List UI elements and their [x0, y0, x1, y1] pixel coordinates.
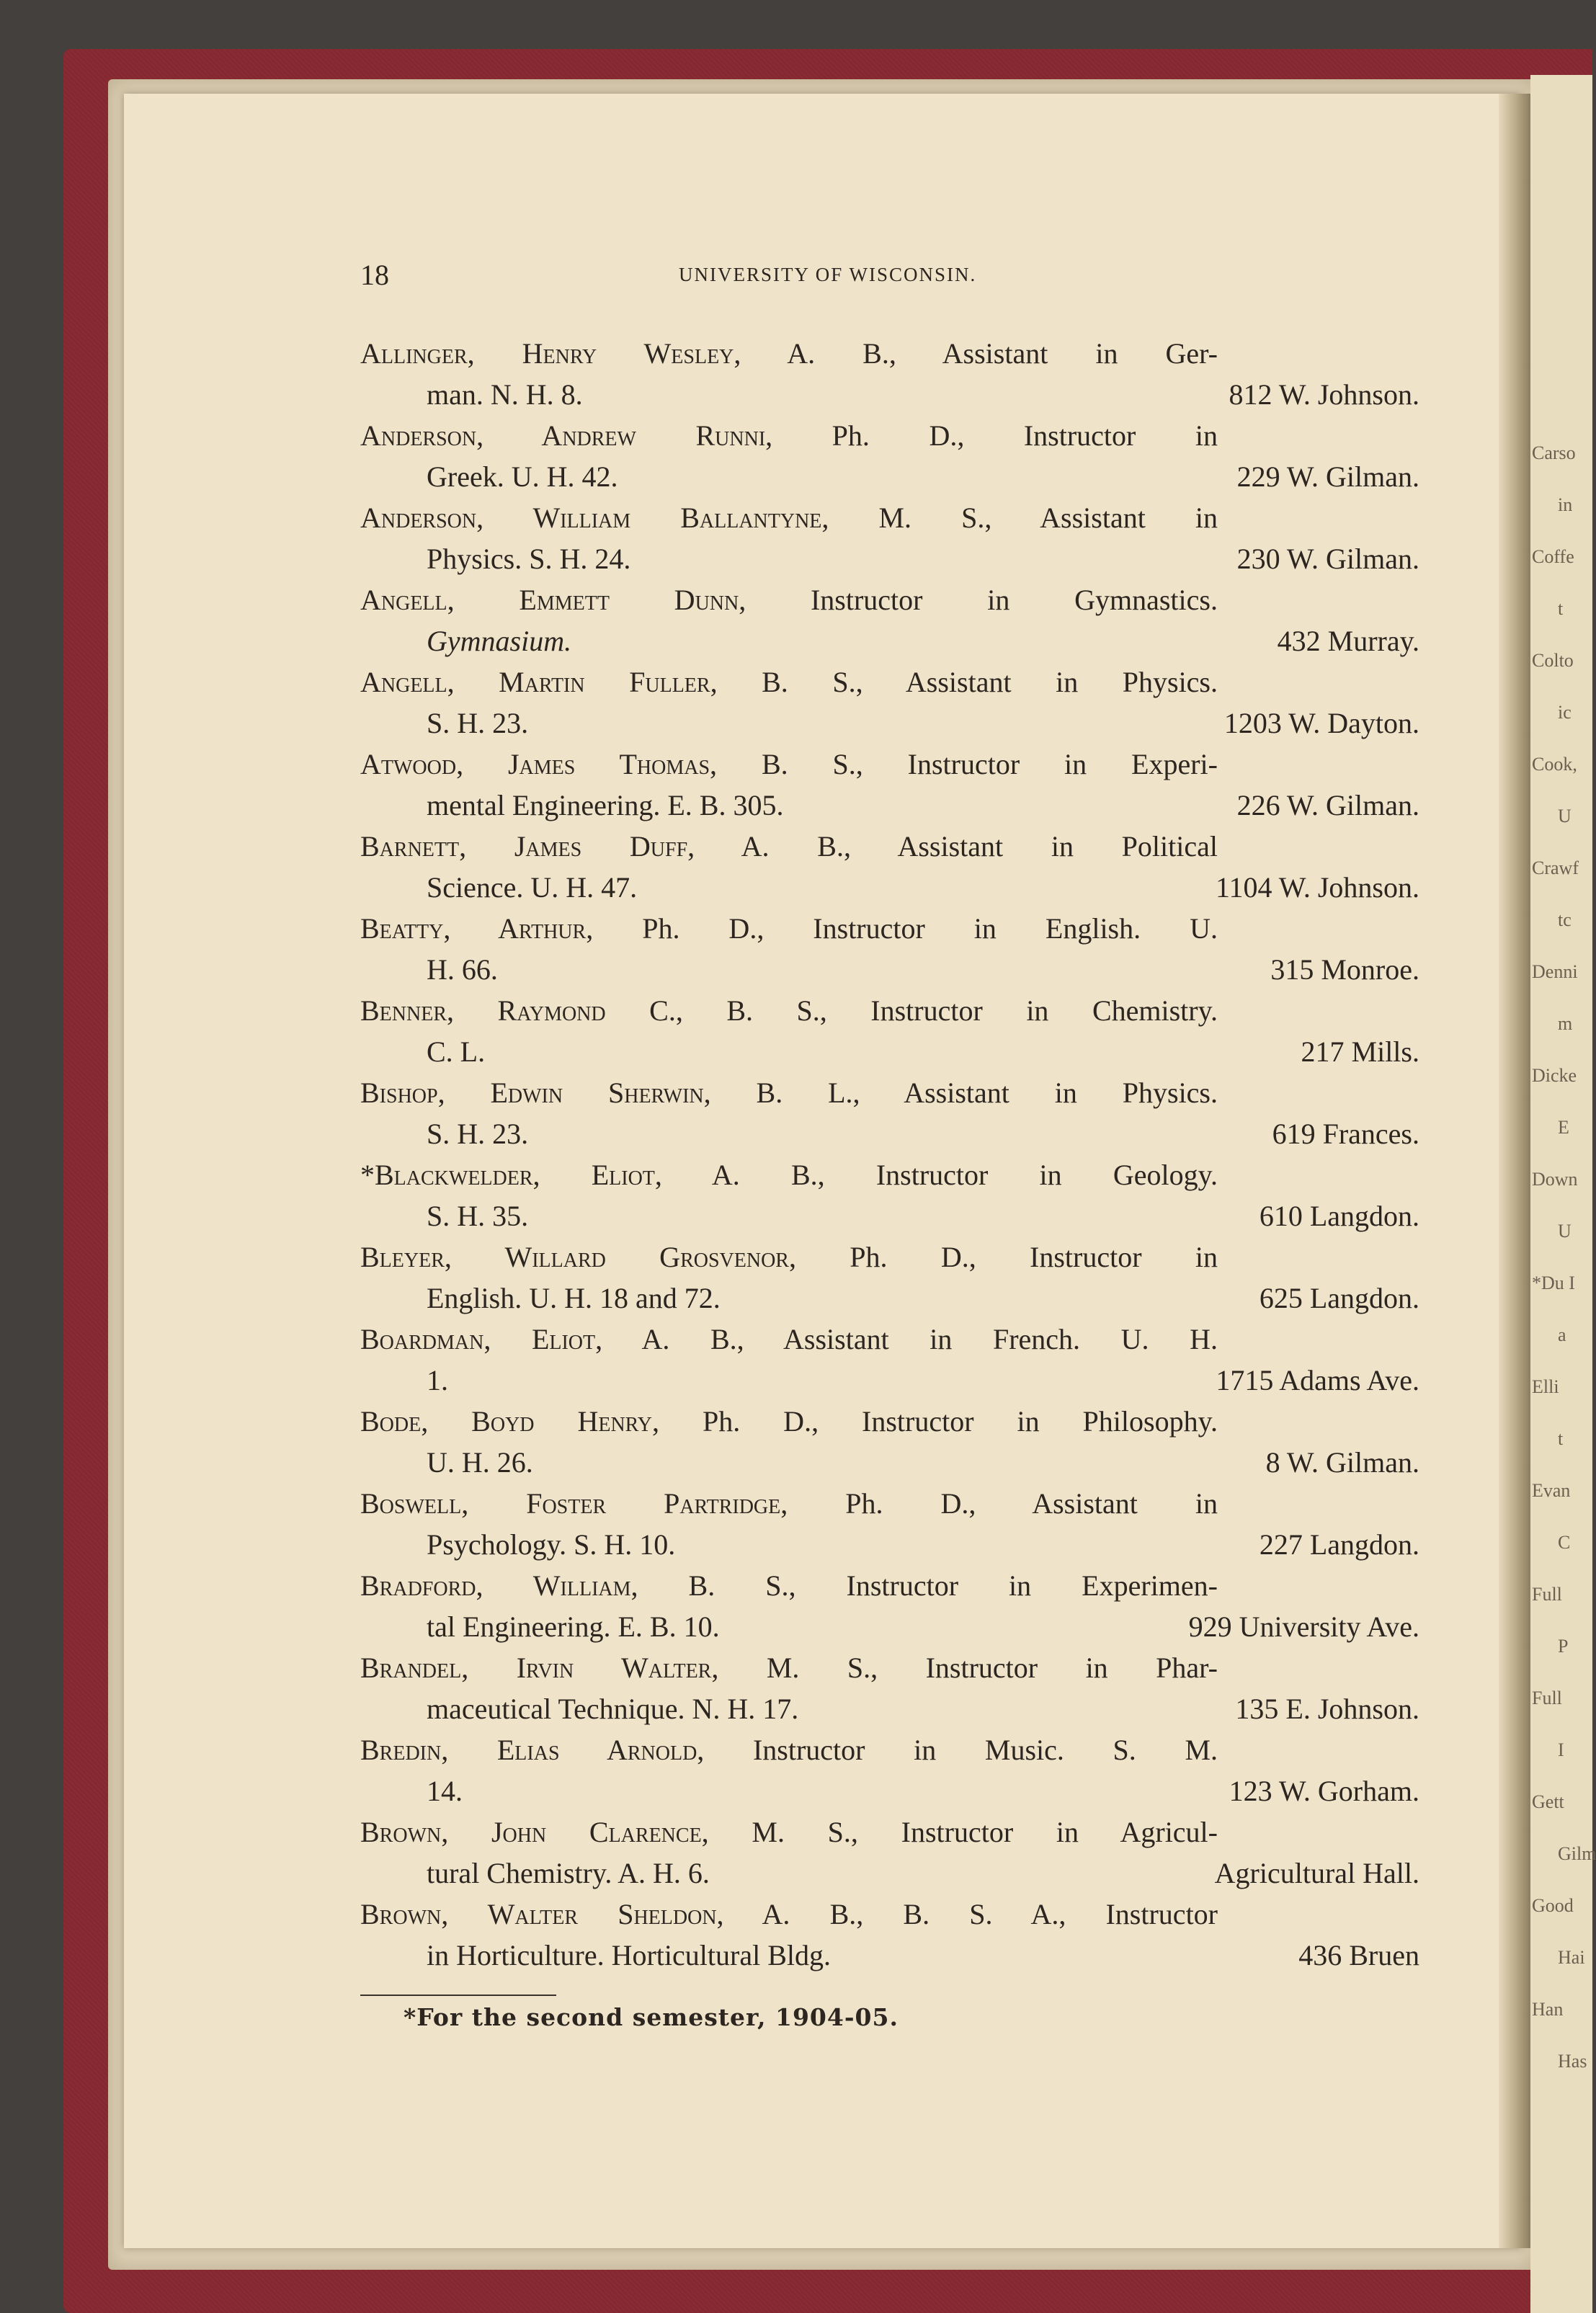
facing-page-fragment: m	[1558, 1013, 1573, 1034]
entry-line-office	[360, 620, 1419, 661]
facing-page-fragment: U	[1558, 1221, 1572, 1242]
office-location: S. H. 23.	[427, 707, 529, 739]
directory-entry	[360, 826, 1419, 908]
entry-line-name	[360, 1565, 1218, 1606]
person-name: Bradford, William,	[360, 1569, 638, 1602]
directory-entry	[360, 1236, 1419, 1319]
directory-entry	[360, 1401, 1419, 1483]
entry-line-office	[360, 1606, 1419, 1647]
person-name: Atwood, James Thomas,	[360, 748, 718, 780]
office-location: 14.	[427, 1775, 463, 1807]
facing-page-fragment: C	[1558, 1532, 1571, 1553]
entry-line-office	[360, 1031, 1419, 1072]
entry-line-name	[360, 1894, 1218, 1935]
entry-line-office	[360, 456, 1419, 497]
footnote-rule	[360, 1995, 556, 1996]
office-location: Greek. U. H. 42.	[427, 460, 618, 493]
office-location: tal Engineering. E. B. 10.	[427, 1610, 720, 1643]
directory-entry	[360, 415, 1419, 497]
directory-entry	[360, 1154, 1419, 1236]
position-description: A. B., Assistant in Political	[695, 830, 1218, 863]
person-name: Brandel, Irvin Walter,	[360, 1652, 719, 1684]
entry-line-office	[360, 1770, 1419, 1811]
office-location: mental Engineering. E. B. 305.	[427, 789, 784, 821]
directory-entry	[360, 1483, 1419, 1565]
office-location: tural Chemistry. A. H. 6.	[427, 1857, 710, 1889]
position-description: Ph. D., Instructor in Philosophy.	[659, 1405, 1218, 1438]
page-gutter	[1499, 94, 1530, 2248]
facing-page-fragment: P	[1558, 1636, 1569, 1657]
entry-line-name	[360, 497, 1218, 538]
entry-line-name	[360, 1647, 1218, 1688]
street-address: 135 E. Johnson.	[1235, 1693, 1419, 1725]
position-description: M. S., Instructor in Agricul-	[708, 1816, 1218, 1848]
facing-page-fragment: Gett	[1532, 1791, 1564, 1812]
facing-page-fragment: Cook,	[1532, 754, 1577, 775]
facing-page	[1530, 75, 1596, 2313]
position-description: Instructor in Music. S. M.	[704, 1734, 1218, 1766]
directory-entry	[360, 908, 1419, 990]
directory-entry	[360, 497, 1419, 579]
street-address: 123 W. Gorham.	[1229, 1775, 1419, 1807]
position-description: Instructor in Gymnastics.	[746, 584, 1218, 616]
position-description: B. L., Assistant in Physics.	[710, 1077, 1218, 1109]
office-location: C. L.	[427, 1035, 486, 1068]
street-address: 812 W. Johnson.	[1229, 378, 1419, 411]
entry-line-name	[360, 744, 1218, 785]
directory-entry	[360, 1319, 1419, 1401]
street-address: 1203 W. Dayton.	[1223, 707, 1419, 739]
office-location: in Horticulture. Horticultural Bldg.	[427, 1939, 831, 1971]
office-location: Science. U. H. 47.	[427, 871, 638, 904]
entry-line-name	[360, 333, 1218, 374]
office-location: English. U. H. 18 and 72.	[427, 1282, 721, 1314]
entry-line-office	[360, 1360, 1419, 1401]
footnote: *For the second semester, 1904-05.	[404, 2003, 899, 2031]
street-address: 230 W. Gilman.	[1236, 543, 1419, 575]
entry-line-office	[360, 1278, 1419, 1319]
person-name: Benner, Raymond C.,	[360, 994, 683, 1027]
facing-page-fragment: in	[1558, 494, 1573, 515]
street-address: 227 Langdon.	[1259, 1528, 1419, 1561]
facing-page-fragment: Good	[1532, 1895, 1574, 1916]
street-address: 226 W. Gilman.	[1236, 789, 1419, 821]
entry-line-office	[360, 1935, 1419, 1976]
facing-page-fragment: ic	[1558, 702, 1572, 723]
entry-line-office	[360, 374, 1419, 415]
entry-line-office	[360, 785, 1419, 826]
directory-entry	[360, 1811, 1419, 1894]
facing-page-fragment: Has	[1558, 2051, 1587, 2072]
directory-entry	[360, 1565, 1419, 1647]
office-location: 1.	[427, 1364, 448, 1396]
entry-line-name	[360, 1154, 1218, 1195]
entry-line-name	[360, 579, 1218, 620]
position-description: A. B., Assistant in Ger-	[741, 337, 1218, 370]
position-description: A. B., Assistant in French. U. H.	[602, 1323, 1218, 1355]
position-description: M. S., Instructor in Phar-	[718, 1652, 1218, 1684]
facing-page-fragment: Down	[1532, 1169, 1578, 1190]
entry-line-name	[360, 661, 1218, 703]
faculty-directory	[360, 333, 1419, 1976]
office-location: H. 66.	[427, 953, 498, 986]
facing-page-fragment: I	[1558, 1739, 1564, 1760]
position-description: Ph. D., Instructor in	[795, 1241, 1218, 1273]
street-address: 217 Mills.	[1301, 1035, 1419, 1068]
person-name: Barnett, James Duff,	[360, 830, 695, 863]
entry-line-name	[360, 1072, 1218, 1113]
position-description: B. S., Assistant in Physics.	[717, 666, 1218, 698]
entry-line-office	[360, 1524, 1419, 1565]
facing-page-fragment: Colto	[1532, 650, 1574, 671]
directory-entry	[360, 579, 1419, 661]
person-name: Allinger, Henry Wesley,	[360, 337, 741, 370]
person-name: Bleyer, Willard Grosvenor,	[360, 1241, 796, 1273]
entry-line-office	[360, 1688, 1419, 1729]
running-title: UNIVERSITY OF WISCONSIN.	[679, 264, 977, 285]
position-description: B. S., Instructor in Experi-	[717, 748, 1218, 780]
person-name: Brown, Walter Sheldon,	[360, 1898, 724, 1930]
street-address: 436 Bruen	[1298, 1939, 1419, 1971]
entry-line-name	[360, 1729, 1218, 1770]
directory-entry	[360, 1647, 1419, 1729]
person-name: Beatty, Arthur,	[360, 912, 594, 945]
person-name: Boardman, Eliot,	[360, 1323, 603, 1355]
directory-entry	[360, 1072, 1419, 1154]
entry-line-name	[360, 1319, 1218, 1360]
street-address: 929 University Ave.	[1188, 1610, 1419, 1643]
facing-page-fragment: Crawf	[1532, 857, 1579, 878]
entry-line-office	[360, 703, 1419, 744]
person-name: Brown, John Clarence,	[360, 1816, 709, 1848]
street-address: 1715 Adams Ave.	[1216, 1364, 1419, 1396]
street-address: 610 Langdon.	[1259, 1200, 1419, 1232]
office-location: maceutical Technique. N. H. 17.	[427, 1693, 799, 1725]
person-name: Anderson, William Ballantyne,	[360, 502, 829, 534]
entry-line-name	[360, 415, 1218, 456]
facing-page-fragment: Carso	[1532, 442, 1576, 463]
entry-line-office	[360, 1853, 1419, 1894]
person-name: Angell, Martin Fuller,	[360, 666, 718, 698]
facing-page-fragment: Han	[1532, 1999, 1564, 2020]
entry-line-office	[360, 949, 1419, 990]
directory-entry	[360, 744, 1419, 826]
person-name: *Blackwelder, Eliot,	[360, 1159, 662, 1191]
facing-page-fragment: Dicke	[1532, 1065, 1577, 1086]
person-name: Bode, Boyd Henry,	[360, 1405, 660, 1438]
position-description: B. S., Instructor in Chemistry.	[682, 994, 1218, 1027]
person-name: Boswell, Foster Partridge,	[360, 1487, 788, 1520]
position-description: A. B., B. S. A., Instructor	[723, 1898, 1218, 1930]
facing-page-fragment: Denni	[1532, 961, 1578, 982]
entry-line-name	[360, 1236, 1218, 1278]
facing-page-fragment: Full	[1532, 1688, 1562, 1708]
directory-entry	[360, 661, 1419, 744]
facing-page-fragment: E	[1558, 1117, 1569, 1138]
position-description: Ph. D., Instructor in English. U.	[593, 912, 1218, 945]
person-name: Anderson, Andrew Runni,	[360, 419, 773, 452]
entry-line-office	[360, 1113, 1419, 1154]
street-address: 432 Murray.	[1277, 625, 1419, 657]
facing-page-fragment: Coffe	[1532, 546, 1574, 567]
street-address: 625 Langdon.	[1259, 1282, 1419, 1314]
entry-line-name	[360, 1811, 1218, 1853]
street-address: 229 W. Gilman.	[1236, 460, 1419, 493]
directory-entry	[360, 990, 1419, 1072]
entry-line-name	[360, 826, 1218, 867]
office-location: S. H. 23.	[427, 1118, 529, 1150]
facing-page-fragment: Hai	[1558, 1947, 1585, 1968]
person-name: Angell, Emmett Dunn,	[360, 584, 746, 616]
facing-page-fragment: Full	[1532, 1584, 1562, 1605]
facing-page-fragment: Evan	[1532, 1480, 1571, 1501]
entry-line-name	[360, 1483, 1218, 1524]
entry-line-office	[360, 867, 1419, 908]
facing-page-fragment: tc	[1558, 909, 1572, 930]
person-name: Bredin, Elias Arnold,	[360, 1734, 705, 1766]
street-address: 8 W. Gilman.	[1265, 1446, 1419, 1479]
street-address: Agricultural Hall.	[1214, 1857, 1419, 1889]
office-location: Gymnasium.	[427, 625, 572, 657]
position-description: A. B., Instructor in Geology.	[661, 1159, 1218, 1191]
person-name: Bishop, Edwin Sherwin,	[360, 1077, 711, 1109]
directory-entry	[360, 333, 1419, 415]
entry-line-name	[360, 990, 1218, 1031]
street-address: 619 Frances.	[1272, 1118, 1419, 1150]
facing-page-fragment: Elli	[1532, 1376, 1559, 1397]
position-description: B. S., Instructor in Experimen-	[638, 1569, 1218, 1602]
position-description: Ph. D., Assistant in	[788, 1487, 1218, 1520]
facing-page-fragment: *Du I	[1532, 1273, 1575, 1293]
office-location: Psychology. S. H. 10.	[427, 1528, 676, 1561]
entry-line-name	[360, 1401, 1218, 1442]
directory-entry	[360, 1894, 1419, 1976]
office-location: Physics. S. H. 24.	[427, 543, 631, 575]
entry-line-office	[360, 1195, 1419, 1236]
office-location: man. N. H. 8.	[427, 378, 583, 411]
entry-line-name	[360, 908, 1218, 949]
facing-page-fragment: a	[1558, 1324, 1566, 1345]
page-number: 18	[360, 259, 389, 291]
entry-line-office	[360, 1442, 1419, 1483]
position-description: M. S., Assistant in	[829, 502, 1218, 534]
directory-entry	[360, 1729, 1419, 1811]
facing-page-fragment: t	[1558, 598, 1564, 619]
facing-page-fragment: Gilm	[1558, 1843, 1596, 1864]
office-location: S. H. 35.	[427, 1200, 529, 1232]
street-address: 1104 W. Johnson.	[1215, 871, 1419, 904]
facing-page-fragment: U	[1558, 806, 1572, 826]
entry-line-office	[360, 538, 1419, 579]
office-location: U. H. 26.	[427, 1446, 533, 1479]
position-description: Ph. D., Instructor in	[772, 419, 1218, 452]
street-address: 315 Monroe.	[1270, 953, 1419, 986]
facing-page-fragment: t	[1558, 1428, 1564, 1449]
